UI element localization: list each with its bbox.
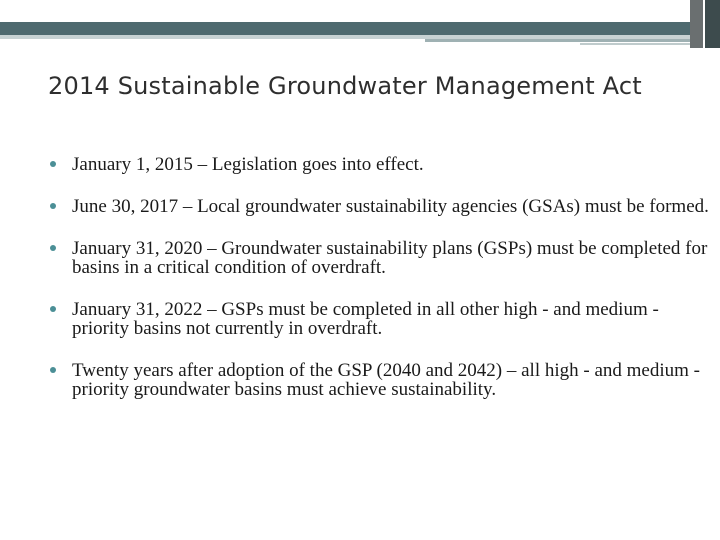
bullet-text: June 30, 2017 – Local groundwater sustainability agencies (GSAs) must be formed. bbox=[72, 196, 709, 217]
bullet-list bbox=[50, 155, 710, 422]
bullet-dot-icon bbox=[50, 203, 56, 209]
header-accent-line-short bbox=[580, 43, 690, 45]
header-accent-line bbox=[425, 39, 690, 42]
bullet-item bbox=[50, 239, 710, 277]
bullet-item bbox=[50, 300, 710, 338]
bullet-item bbox=[50, 361, 710, 399]
bullet-dot-icon bbox=[50, 367, 56, 373]
bullet-item bbox=[50, 197, 710, 216]
bullet-dot-icon bbox=[50, 306, 56, 312]
bullet-dot-icon bbox=[50, 245, 56, 251]
slide-title: 2014 Sustainable Groundwater Management Act bbox=[48, 72, 642, 100]
bullet-text: January 1, 2015 – Legislation goes into effect. bbox=[72, 154, 424, 175]
corner-block-dark bbox=[705, 0, 720, 48]
bullet-text: January 31, 2020 – Groundwater sustainability plans (GSPs) must be completed for basins in a critical condition of overdraft. bbox=[72, 238, 708, 278]
bullet-item bbox=[50, 155, 710, 174]
bullet-text: Twenty years after adoption of the GSP (2040 and 2042) – all high - and medium - priority groundwater basins must achieve sustainability. bbox=[72, 360, 700, 400]
bullet-dot-icon bbox=[50, 161, 56, 167]
corner-block bbox=[690, 0, 703, 48]
bullet-text: January 31, 2022 – GSPs must be completed in all other high - and medium - priority basins not currently in overdraft. bbox=[72, 299, 659, 339]
header-bar bbox=[0, 22, 690, 35]
